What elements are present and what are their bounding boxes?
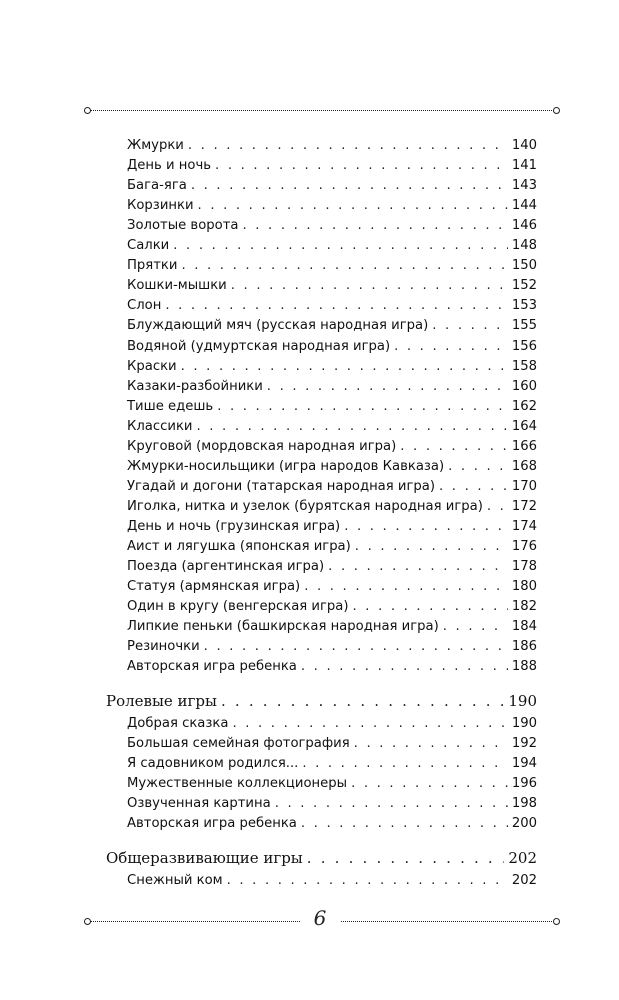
toc-entry bbox=[127, 734, 537, 754]
toc-entry-page: 170 bbox=[511, 478, 537, 494]
toc-entry-page: 182 bbox=[511, 599, 537, 615]
toc-entry-page: 148 bbox=[511, 238, 537, 254]
toc-entry-page: 160 bbox=[511, 378, 537, 394]
toc-entry-page: 164 bbox=[511, 418, 537, 434]
dot-leader bbox=[344, 517, 508, 537]
rule-end-circle-right bbox=[553, 918, 560, 925]
dot-leader bbox=[432, 316, 508, 336]
toc-entry-title: Один в кругу (венгерская игра) bbox=[127, 599, 349, 615]
toc-entry bbox=[127, 337, 537, 357]
toc-entry-page: 200 bbox=[511, 816, 537, 832]
toc-entry bbox=[127, 136, 537, 156]
dot-leader bbox=[354, 734, 508, 754]
toc-entry bbox=[127, 714, 537, 734]
dot-leader bbox=[181, 256, 507, 276]
toc-entry bbox=[127, 617, 537, 637]
toc-entry bbox=[127, 597, 537, 617]
toc-entry-title: Жмурки bbox=[127, 138, 184, 153]
toc-entry-page: 184 bbox=[511, 619, 537, 635]
toc-entry-title: Корзинки bbox=[127, 198, 194, 214]
dot-leader bbox=[221, 690, 504, 712]
dot-leader bbox=[215, 156, 508, 176]
dot-leader bbox=[196, 417, 507, 437]
toc-entry-page: 190 bbox=[508, 691, 537, 710]
toc-entry-title: Общеразвивающие игры bbox=[106, 848, 303, 867]
toc-entry bbox=[127, 497, 537, 517]
toc-entry-title: Жмурки-носильщики (игра народов Кавказа) bbox=[127, 458, 445, 474]
toc-entry bbox=[127, 417, 537, 437]
dot-leader bbox=[439, 477, 508, 497]
dot-leader bbox=[191, 176, 508, 196]
toc-entry bbox=[127, 216, 537, 236]
toc-entry-page: 190 bbox=[511, 715, 537, 731]
dot-leader bbox=[173, 236, 508, 256]
toc-entry-title: Аист и лягушка (японская игра) bbox=[127, 539, 351, 554]
toc-entry bbox=[127, 256, 537, 276]
dot-leader bbox=[232, 714, 507, 734]
toc-entry-title: День и ночь bbox=[127, 158, 212, 174]
toc-entry-page: 146 bbox=[511, 218, 537, 234]
dot-leader bbox=[351, 774, 508, 794]
toc-entry-title: Резиночки bbox=[127, 639, 200, 655]
toc-entry-title: Золотые ворота bbox=[127, 218, 239, 234]
page-number: 6 bbox=[300, 906, 340, 930]
toc-entry-page: 202 bbox=[508, 848, 537, 867]
toc-entry bbox=[127, 577, 537, 597]
toc-entry-page: 140 bbox=[511, 138, 537, 153]
toc-entry bbox=[127, 457, 537, 477]
toc-entry bbox=[127, 437, 537, 457]
dot-leader bbox=[275, 794, 508, 814]
toc-entry-title: Озвученная картина bbox=[127, 796, 271, 811]
toc-entry bbox=[127, 196, 537, 216]
toc-entry-page: 174 bbox=[511, 518, 537, 534]
toc-entry bbox=[127, 176, 537, 196]
toc-section-entry bbox=[106, 690, 537, 712]
toc-entry bbox=[127, 794, 537, 814]
toc-entry-title: Мужественные коллекционеры bbox=[127, 775, 348, 791]
toc-entry-title: Я садовником родился... bbox=[127, 755, 299, 771]
toc-entry-title: Тише едешь bbox=[127, 398, 214, 414]
toc-entry-title: Краски bbox=[127, 358, 177, 374]
toc-entry bbox=[127, 517, 537, 537]
toc-entry-page: 166 bbox=[511, 438, 537, 454]
toc-entry-page: 156 bbox=[511, 338, 537, 354]
dot-leader bbox=[188, 136, 508, 156]
toc-entry-title: Липкие пеньки (башкирская народная игра) bbox=[127, 619, 439, 635]
toc-entry bbox=[127, 637, 537, 657]
toc-entry bbox=[127, 156, 537, 176]
toc-entry bbox=[127, 774, 537, 794]
dot-leader bbox=[307, 847, 505, 869]
toc-entry-page: 143 bbox=[511, 178, 537, 194]
toc-entry-page: 150 bbox=[511, 258, 537, 274]
toc-entry-page: 153 bbox=[511, 298, 537, 314]
toc-entry-page: 162 bbox=[511, 398, 537, 414]
toc-entry-title: Статуя (армянская игра) bbox=[127, 579, 301, 595]
dot-leader bbox=[267, 377, 508, 397]
toc-entry-title: Поезда (аргентинская игра) bbox=[127, 559, 325, 575]
dot-leader bbox=[242, 216, 507, 236]
dot-leader bbox=[487, 497, 508, 517]
toc-entry-page: 176 bbox=[511, 539, 537, 554]
dot-leader bbox=[304, 577, 508, 597]
toc-entry-title: Угадай и догони (татарская народная игра) bbox=[127, 478, 435, 494]
toc-entry bbox=[127, 296, 537, 316]
dot-leader bbox=[165, 296, 508, 316]
toc-entry-page: 180 bbox=[511, 579, 537, 595]
dot-leader bbox=[301, 814, 508, 834]
toc-entry-page: 198 bbox=[511, 796, 537, 811]
toc-entry-page: 158 bbox=[511, 358, 537, 374]
toc-entry-title: Ролевые игры bbox=[106, 691, 217, 710]
toc-entry-page: 155 bbox=[511, 318, 537, 334]
toc-entry bbox=[127, 377, 537, 397]
dot-leader bbox=[353, 597, 508, 617]
toc-entry bbox=[127, 236, 537, 256]
toc-entry-title: Прятки bbox=[127, 258, 178, 274]
toc-entry-title: Бага-яга bbox=[127, 178, 187, 194]
toc-entry-page: 144 bbox=[511, 198, 537, 214]
toc-entry bbox=[127, 397, 537, 417]
dot-leader bbox=[355, 537, 508, 557]
toc-entry bbox=[127, 357, 537, 377]
toc-entry bbox=[127, 477, 537, 497]
dot-leader bbox=[302, 754, 508, 774]
toc-entry bbox=[127, 871, 537, 891]
toc-entry-page: 172 bbox=[511, 498, 537, 514]
dot-leader bbox=[448, 457, 508, 477]
toc-entry-title: Добрая сказка bbox=[127, 715, 229, 731]
dot-leader bbox=[198, 196, 508, 216]
toc-entry-title: Кошки-мышки bbox=[127, 278, 227, 294]
toc-entry-page: 178 bbox=[511, 559, 537, 575]
toc-entry bbox=[127, 754, 537, 774]
toc-entry-title: Большая семейная фотография bbox=[127, 735, 350, 751]
toc-entry bbox=[127, 657, 537, 677]
toc-entry-page: 192 bbox=[511, 735, 537, 751]
toc-entry-page: 202 bbox=[511, 872, 537, 888]
toc-entry-title: Авторская игра ребенка bbox=[127, 659, 297, 675]
toc-entry-title: Слон bbox=[127, 298, 162, 314]
dot-leader bbox=[400, 437, 508, 457]
toc-entry bbox=[127, 814, 537, 834]
toc-entry-title: Классики bbox=[127, 418, 193, 434]
toc-entry-page: 141 bbox=[511, 158, 537, 174]
toc-entry-title: Круговой (мордовская народная игра) bbox=[127, 438, 397, 454]
dot-leader bbox=[443, 617, 508, 637]
toc-entry-title: Авторская игра ребенка bbox=[127, 816, 297, 832]
toc-entry-page: 186 bbox=[511, 639, 537, 655]
toc-entry-page: 194 bbox=[511, 755, 537, 771]
dot-leader bbox=[181, 357, 508, 377]
toc-section-entry bbox=[106, 847, 537, 869]
toc-entry bbox=[127, 316, 537, 336]
toc-entry-page: 188 bbox=[511, 659, 537, 675]
dot-leader bbox=[231, 276, 508, 296]
toc-entry-title: День и ночь (грузинская игра) bbox=[127, 518, 341, 534]
dot-leader bbox=[394, 337, 508, 357]
toc-entry-title: Снежный ком bbox=[127, 872, 223, 888]
toc-entry-title: Водяной (удмуртская народная игра) bbox=[127, 338, 391, 354]
toc-entry-title: Казаки-разбойники bbox=[127, 378, 263, 394]
toc-entry-title: Салки bbox=[127, 238, 170, 254]
toc-entry bbox=[127, 276, 537, 296]
toc-entry-title: Блуждающий мяч (русская народная игра) bbox=[127, 318, 429, 334]
dot-leader bbox=[217, 397, 508, 417]
toc-entry bbox=[127, 557, 537, 577]
dot-leader bbox=[301, 657, 508, 677]
dot-leader bbox=[227, 871, 508, 891]
dot-leader bbox=[328, 557, 508, 577]
toc-entry-title: Иголка, нитка и узелок (бурятская народная игра) bbox=[127, 498, 483, 514]
dot-leader bbox=[204, 637, 508, 657]
toc-entry-page: 152 bbox=[511, 278, 537, 294]
toc-entry-page: 168 bbox=[511, 458, 537, 474]
toc-entry bbox=[127, 537, 537, 557]
toc-entry-page: 196 bbox=[511, 775, 537, 791]
